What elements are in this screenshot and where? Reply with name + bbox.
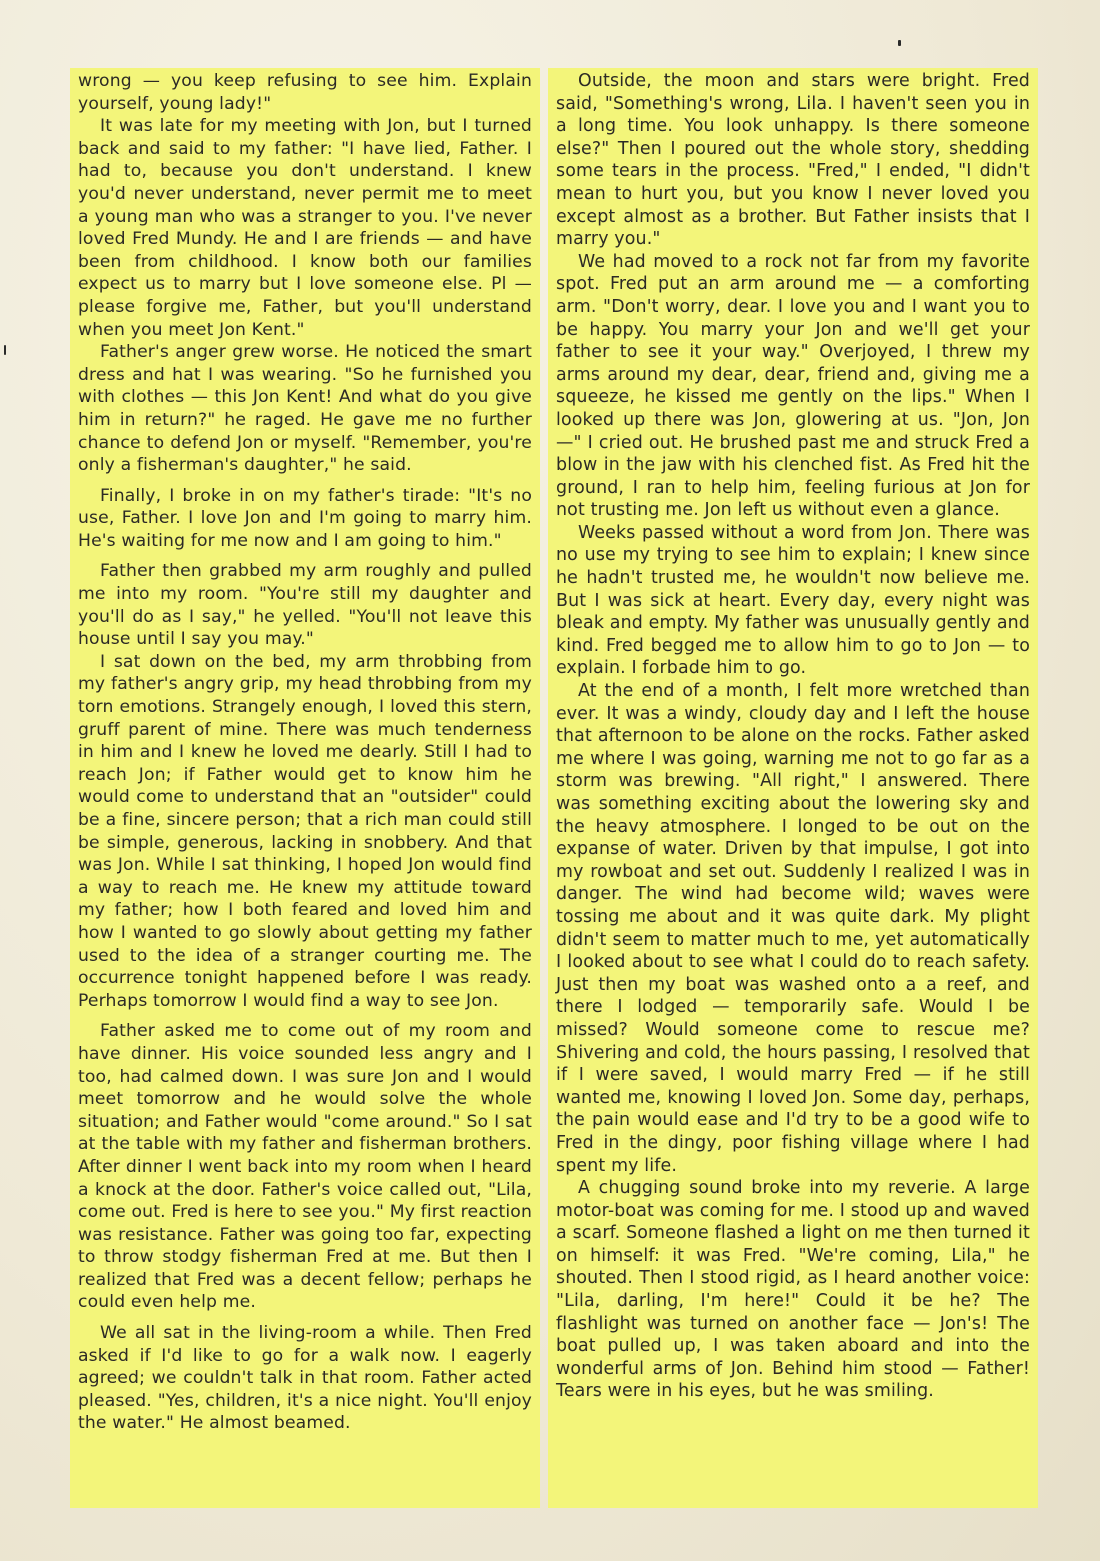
right-paragraph-2: We had moved to a rock not far from my favorite spot. Fred put an arm around me — a comforting arm. "Don't worry, dear. I love you and I want you to be happy. You marry your Jon and we'll get your father to see it your way." Overjoyed, I threw my arms around my dear, dear, friend and, giving me a squeeze, he kissed me gently on the lips." When I looked up there was Jon, glowering at us. "Jon, Jon —" I cried out. He brushed past me and struck Fred a blow in the jaw with his clenched fist. As Fred hit the ground, I ran to help him, feeling furious at Jon for not trusting me. Jon left us without even a glance. <box>556 251 1030 521</box>
right-paragraph-3: Weeks passed without a word from Jon. There was no use my trying to see him to explain; I knew since he hadn't trusted me, he wouldn't now believe me. But I was sick at heart. Every day, every night was bleak and empty. My father was unusually gently and kind. Fred begged me to allow him to go to Jon — to explain. I forbade him to go. <box>556 522 1030 679</box>
left-column-text <box>78 70 532 1435</box>
left-paragraph-4: Finally, I broke in on my father's tirade: "It's no use, Father. I love Jon and I'm going to marry him. He's waiting for me now and I am going to him." <box>78 485 532 551</box>
margin-mark-left <box>4 345 6 355</box>
left-paragraph-5: Father then grabbed my arm roughly and pulled me into my room. "You're still my daughter and you'll do as I say," he yelled. "You'll not leave this house until I say you may." <box>78 561 532 650</box>
left-paragraph-1: wrong — you keep refusing to see him. Explain yourself, young lady!" <box>78 71 532 114</box>
left-paragraph-6: I sat down on the bed, my arm throbbing from my father's angry grip, my head throbbing from my torn emotions. Strangely enough, I loved this stern, gruff parent of mine. There was much tenderness in him and I knew he loved me dearly. Still I had to reach Jon; if Father would get to know him he would come to understand that an "outsider" could be a fine, sincere person; that a rich man could still be simple, generous, lacking in snobbery. And that was Jon. While I sat thinking, I hoped Jon would find a way to reach me. He knew my attitude toward my father; how I both feared and loved him and how I wanted to go slowly about getting my father used to the idea of a stranger courting me. The occurrence tonight happened before I was ready. Perhaps tomorrow I would find a way to see Jon. <box>78 651 532 1011</box>
right-text-column <box>548 68 1038 1508</box>
left-text-column <box>70 68 540 1508</box>
left-paragraph-8: We all sat in the living-room a while. Then Fred asked if I'd like to go for a walk now. I eagerly agreed; we couldn't talk in that room. Father acted pleased. "Yes, children, it's a nice night. You'll enjoy the water." He almost beamed. <box>78 1323 532 1434</box>
right-paragraph-4: At the end of a month, I felt more wretched than ever. It was a windy, cloudy day and I left the house that afternoon to be alone on the rocks. Father asked me where I was going, warning me not to go far as a storm was brewing. "All right," I answered. There was something exciting about the lowering sky and the heavy atmosphere. I longed to be out on the expanse of water. Driven by that impulse, I got into my rowboat and set out. Suddenly I realized I was in danger. The wind had become wild; waves were tossing me about and it was quite dark. My plight didn't seem to matter much to me, yet automatically I looked about to see what I could do to reach safety. Just then my boat was washed onto a a reef, and there I lodged — temporarily safe. Would I be missed? Would someone come to rescue me? Shivering and cold, the hours passing, I resolved that if I were saved, I would marry Fred — if he still wanted me, knowing I loved Jon. Some day, perhaps, the pain would ease and I'd try to be a good wife to Fred in the dingy, poor fishing village where I had spent my life. <box>556 681 1030 1176</box>
margin-mark-top <box>898 40 901 46</box>
left-paragraph-3: Father's anger grew worse. He noticed the smart dress and hat I was wearing. "So he furnished you with clothes — this Jon Kent! And what do you give him in return?" he raged. He gave me no further chance to defend Jon or myself. "Remember, you're only a fisherman's daughter," he said. <box>78 342 532 476</box>
right-paragraph-1: Outside, the moon and stars were bright. Fred said, "Something's wrong, Lila. I haven't seen you in a long time. You look unhappy. Is there someone else?" Then I poured out the whole story, shedding some tears in the process. "Fred," I ended, "I didn't mean to hurt you, but you know I never loved you except almost as a brother. But Father insists that I marry you." <box>556 71 1030 250</box>
left-paragraph-7: Father asked me to come out of my room and have dinner. His voice sounded less angry and I too, had calmed down. I was sure Jon and I would meet tomorrow and he would solve the whole situation; and Father would "come around." So I sat at the table with my father and fisherman brothers. After dinner I went back into my room when I heard a knock at the door. Father's voice called out, "Lila, come out. Fred is here to see you." My first reaction was resistance. Father was going too far, expecting to throw stodgy fisherman Fred at me. But then I realized that Fred was a decent fellow; perhaps he could even help me. <box>78 1021 532 1313</box>
right-paragraph-5: A chugging sound broke into my reverie. A large motor-boat was coming for me. I stood up and waved a scarf. Someone flashed a light on me then turned it on himself: it was Fred. "We're coming, Lila," he shouted. Then I stood rigid, as I heard another voice: "Lila, darling, I'm here!" Could it be he? The flashlight was turned on another face — Jon's! The boat pulled up, I was taken aboard and into the wonderful arms of Jon. Behind him stood — Father! Tears were in his eyes, but he was smiling. <box>556 1178 1030 1402</box>
left-paragraph-2: It was late for my meeting with Jon, but I turned back and said to my father: "I have lied, Father. I had to, because you don't understand. I knew you'd never understand, never permit me to meet a young man who was a stranger to you. I've never loved Fred Mundy. He and I are friends — and have been from childhood. I know both our families expect us to marry but I love someone else. Pl — please forgive me, Father, but you'll understand when you meet Jon Kent." <box>78 116 532 340</box>
right-column-text <box>556 70 1030 1403</box>
